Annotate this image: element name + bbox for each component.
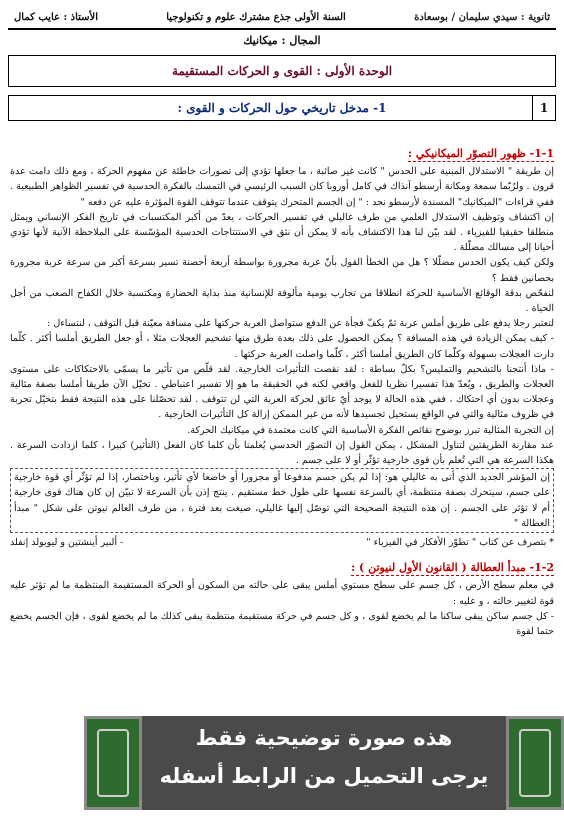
watermark-line1: هذه صورة توضيحية فقط [195, 726, 453, 750]
quote-citation [10, 535, 554, 550]
domain-title: المجال : ميكانيك [243, 34, 321, 47]
unit-title: الوحدة الأولى : القوى و الحركات المستقيمة [171, 64, 393, 78]
lesson-content [10, 146, 554, 639]
paragraph: - ماذا أنتجنا بالتشحيم والتمليس؟ بكلّ بساطة : لقد نقصت التأثيرات الخارجية. لقد قلّص من تأثير ما يسمّى بالاحتكاكات على مستوى العجلات والطريق ، ويُعدّ هذا تفسيرا نظريا للفعل واقعي لكنه في الحقيقة ما هو إلا تفسير اعتباطي . تخيّل الآن طريقا أملسا بصفة مثالية وعجلات بدون أي احتكاك ، ففي هذه الحالة لا يوجد أيّ عائق لحركة العربة التي لن تتوقف . لقد تحصّلنا على هذه النتيجة فقط بتخيّل تجربة في ظروف مثالية والتي في الواقع يستحيل تجسيدها لأنه من غير الممكن إزالة كل التأثيرات الخارجية . [10, 363, 554, 421]
paragraph: إن اكتشاف وتوظيف الاستدلال العلمي من طرف غاليلي في تفسير الحركات ، يعدّ من أكبر المكتسبات في تاريخ الفكر الإنساني ويمثل منطلقا حقيقيا للفيزياء . لقد بيّن لنا هذا الاكتشاف بأنه لا يمكن أن نثق في الاستنتاجات الحدسية المؤسّسة على الملاحظة الآنية لأنها تؤدي أحيانا إلى مسالك مضلّلة . [10, 211, 554, 254]
lesson-title-bar [8, 95, 556, 121]
paragraph: لنعتبر رجلا يدفع على طريق أملس عربة ثمّ يكفّ فجأة عن الدفع ستواصل العربة حركتها على مسافة معيّنة قبل التوقف ، لنتساءل : [47, 318, 554, 330]
school-name: ثانوية : سيدي سليمان / بوسعادة [414, 11, 550, 23]
watermark-line2: يرجى التحميل من الرابط أسفله [159, 764, 489, 788]
section1-heading: 1-1- ظهور التصوّر الميكانيكي : [408, 146, 554, 162]
section2-heading: 1-2- مبدأ العطالة ( القانون الأول لنيوتن ) : [351, 560, 554, 576]
paragraph: عند مقارنة الطريقتين لتناول المشكل ، يمكن القول إن التصوّر الحدسي يُعلمنا بأن كلما كان الفعل (التأثير) كبيرا ، كلما ازدادت السرعة . هكذا السرعة هي التي تُعلم بأن قوى خارجية تؤثّر أو لا على جسم . [10, 439, 554, 467]
book-icon [84, 716, 142, 810]
lesson-title: 1- مدخل تاريخي حول الحركات و القوى : [177, 101, 387, 115]
quote-source: * بتصرف عن كتاب " تطوّر الأفكار في الفيزياء " [366, 537, 554, 549]
unit-title-box [8, 55, 556, 87]
paragraph: في معلم سطح الأرض ، كل جسم على سطح مستوي أملس يبقى على حالته من السكون أو الحركة المستقيمة المنتظمة ما لم تؤثر عليه قوة لتغيير حالته ، و عليه : [10, 580, 554, 607]
paragraph: لنفحّص بدقة الوقائع الأساسية للحركة انطلاقا من تجارب يومية مألوفة للإنسانية منذ بداية الحضارة ومكتسبة خلال الكفاح الصعب من أجل الحياة . [10, 287, 555, 315]
highlighted-paragraph: إن المؤشر الجديد الذي أتى به غاليلي هو: إذا لم يكن جسم مدفوعا أو مجرورا أو خاضعا لأي تأثير، وباختصار، إذا لم تؤثّر أي قوة خارجية على جسم، سيتحرك بصفة منتظمة، أي بالسرعة نفسها على طول خط مستقيم . ينتج إذن بأن السرعة لا تبيّن إن كان هناك قوى خارجية أم لا تؤثر على الجسم . إن هذه النتيجة الصحيحة التي توصّل إليها غاليلي، صيغت بعد فترة ، من طرف العالم نيوتن على شكل " مبدأ العطالة " [10, 468, 554, 533]
document-header [8, 6, 556, 30]
paragraph: - كيف يمكن الزيادة في هذه المسافة ؟ يمكن الحصول على ذلك بعدة طرق منها تشحيم العجلات مثلا ، أو جعل الطريق أملسا أكثر . كلّما دارت العجلات بسهولة وكلّما كان الطريق أملسا أكثر ، كلّما واصلت العربة حركتها . [10, 333, 554, 360]
book-icon [506, 716, 564, 810]
preview-watermark-banner[interactable] [84, 716, 564, 810]
paragraph: ولكن كيف يكون الحدس مضلّلا ؟ هل من الخطأ القول بأنّ عربة مجرورة بواسطة أربعة أحصنة تسير بسرعة أكبر من سرعة عربة مجرورة بحصانين فقط ؟ [10, 257, 554, 284]
paragraph: - كل جسم ساكن يبقى ساكنا ما لم يخضع لقوى ، و كل جسم في حركة مستقيمة منتظمة يبقى كذلك ما لم يخضع لقوى ، فإن الجسم يخضع حتما لقوة [10, 610, 554, 638]
class-level: السنة الأولى جذع مشترك علوم و تكنولوجيا [166, 11, 346, 23]
quote-authors: - ألبير أينشتين و ليوبولد إنفلد [10, 537, 124, 549]
paragraph: إن التجربة المثالية تبرز بوضوح نقائص الفكرة الأساسية التي كانت معتمدة في ميكانيك الحركة. [187, 424, 554, 436]
lesson-number: 1 [532, 95, 556, 121]
paragraph: إن طريقة " الاستدلال المبنية على الحدس " كانت غير صائبة ، ما جعلها تؤدي إلى تصورات خاطئة عن مفهوم الحركة ، ومع ذلك دامت عدة قرون . ولرُبّما سمعة ومكانة أرسطو آنذاك في كامل أوروبا كان السبب الرئيسي في التمسك بالفكرة الحدسية في تفسير الظواهر الطبيعية . ففي قراءات "الميكانيك" المسندة لأرسطو نجد : " إن الجسم المتحرك يتوقف عندما تتوقف القوة المؤثرة عليه عن دفعه " [10, 166, 554, 208]
teacher-name: الأستاذ : عايب كمال [14, 11, 98, 23]
